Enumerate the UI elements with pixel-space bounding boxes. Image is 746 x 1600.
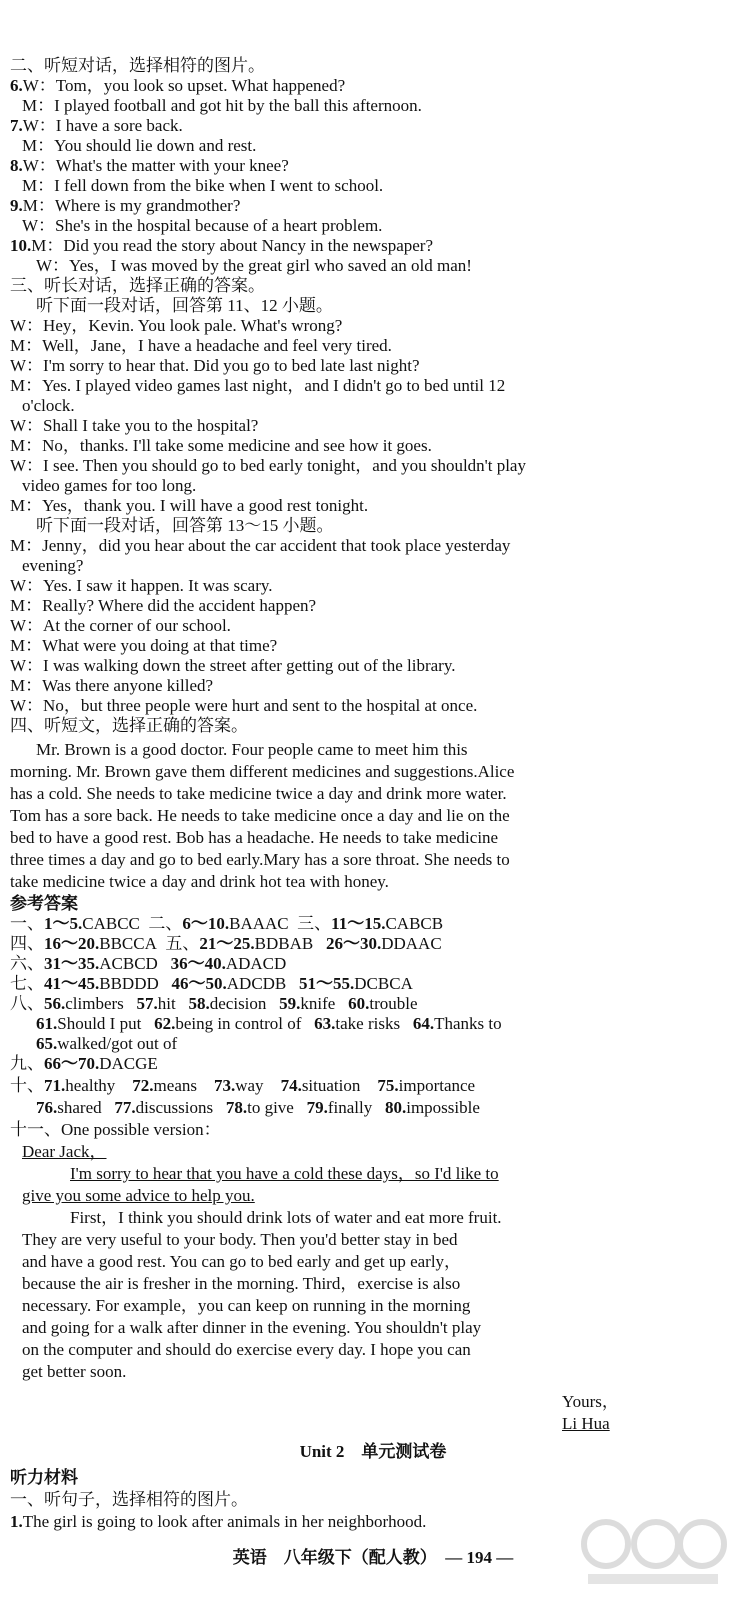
conversation-line: W：I was walking down the street after getting out of the library. bbox=[10, 656, 456, 675]
conversation-line: M：Yes，thank you. I will have a good rest tonight. bbox=[10, 496, 369, 515]
essay-line: necessary. For example，you can keep on running in the morning bbox=[22, 1296, 471, 1315]
answer-row: 76.shared 77.discussions 78.to give 79.finally 80.impossible bbox=[36, 1098, 480, 1117]
conversation-line: W：At the corner of our school. bbox=[10, 616, 231, 635]
conversation-line: evening? bbox=[22, 556, 84, 575]
conversation-line: W：Shall I take you to the hospital? bbox=[10, 416, 259, 435]
part2-heading: 二、听短对话，选择相符的图片。 bbox=[10, 56, 265, 75]
dialog-line: M：You should lie down and rest. bbox=[22, 136, 257, 155]
dialog-line: M：I fell down from the bike when I went to school. bbox=[22, 176, 384, 195]
essay-line: on the computer and should do exercise every day. I hope you can bbox=[22, 1340, 471, 1359]
unit2-part1-heading: 一、听句子，选择相符的图片。 bbox=[10, 1490, 248, 1509]
listening-material-heading: 听力材料 bbox=[10, 1468, 78, 1487]
conversation-line: W：Yes. I saw it happen. It was scary. bbox=[10, 576, 273, 595]
passage-line: has a cold. She needs to take medicine twice a day and drink more water. bbox=[10, 784, 507, 803]
conversation-line: W：No，but three people were hurt and sent to the hospital at once. bbox=[10, 696, 478, 715]
essay-heading: 十一、One possible version： bbox=[10, 1120, 221, 1139]
dialog-line: W：Yes，I was moved by the great girl who saved an old man! bbox=[36, 256, 472, 275]
conversation-line: o'clock. bbox=[22, 396, 75, 415]
conversation-line: video games for too long. bbox=[22, 476, 197, 495]
conversation-line: W：Hey，Kevin. You look pale. What's wrong? bbox=[10, 316, 343, 335]
dialog-line: W：She's in the hospital because of a heart problem. bbox=[22, 216, 383, 235]
passage-line: take medicine twice a day and drink hot tea with honey. bbox=[10, 872, 389, 891]
conversation-line: M：Well，Jane，I have a headache and feel very tired. bbox=[10, 336, 392, 355]
essay-closing: Yours， bbox=[562, 1392, 619, 1411]
answer-row: 65.walked/got out of bbox=[36, 1034, 178, 1053]
essay-greeting: Dear Jack， bbox=[22, 1142, 107, 1161]
passage-line: Tom has a sore back. He needs to take medicine once a day and lie on the bbox=[10, 806, 510, 825]
essay-line: First，I think you should drink lots of water and eat more fruit. bbox=[70, 1208, 502, 1227]
dialog-line: 7.W：I have a sore back. bbox=[10, 116, 183, 135]
answers-heading: 参考答案 bbox=[10, 894, 78, 913]
part3-heading: 三、听长对话，选择正确的答案。 bbox=[10, 276, 265, 295]
conversation-line: M：Really? Where did the accident happen? bbox=[10, 596, 317, 615]
essay-line: and have a good rest. You can go to bed early and get up early， bbox=[22, 1252, 462, 1271]
conversation-line: W：I see. Then you should go to bed early tonight，and you shouldn't play bbox=[10, 456, 526, 475]
essay-line: They are very useful to your body. Then you'd better stay in bed bbox=[22, 1230, 458, 1249]
unit2-title: Unit 2 单元测试卷 bbox=[299, 1442, 447, 1461]
answer-row: 七、41～45.BBDDD 46～50.ADCDB 51～55.DCBCA bbox=[10, 974, 413, 993]
essay-line: and going for a walk after dinner in the evening. You shouldn't play bbox=[22, 1318, 482, 1337]
conversation-line: M：Jenny，did you hear about the car accident that took place yesterday bbox=[10, 536, 511, 555]
essay-line: get better soon. bbox=[22, 1362, 127, 1381]
conversation-line: M：Was there anyone killed? bbox=[10, 676, 214, 695]
conversation-line: M：Yes. I played video games last night，and I didn't go to bed until 12 bbox=[10, 376, 506, 395]
essay-signature: Li Hua bbox=[562, 1414, 610, 1433]
essay-line: give you some advice to help you. bbox=[22, 1186, 255, 1205]
watermark-logo-icon bbox=[578, 1512, 728, 1590]
part3-intro-2: 听下面一段对话，回答第 13～15 小题。 bbox=[36, 516, 334, 535]
answer-row: 十、71.healthy 72.means 73.way 74.situation 75.importance bbox=[10, 1076, 476, 1095]
passage-line: Mr. Brown is a good doctor. Four people came to meet him this bbox=[36, 740, 468, 759]
page-footer: 英语 八年级下（配人教） — 194 — bbox=[232, 1548, 514, 1567]
passage-line: three times a day and go to bed early.Mary has a sore throat. She needs to bbox=[10, 850, 510, 869]
passage-line: morning. Mr. Brown gave them different medicines and suggestions.Alice bbox=[10, 762, 515, 781]
essay-line: I'm sorry to hear that you have a cold these days，so I'd like to bbox=[70, 1164, 499, 1183]
dialog-line: M：I played football and got hit by the ball this afternoon. bbox=[22, 96, 422, 115]
dialog-line: 8.W：What's the matter with your knee? bbox=[10, 156, 289, 175]
answer-row: 一、1～5.CABCC 二、6～10.BAAAC 三、11～15.CABCB bbox=[10, 914, 444, 933]
conversation-line: W：I'm sorry to hear that. Did you go to bed late last night? bbox=[10, 356, 420, 375]
answer-row: 四、16～20.BBCCA 五、21～25.BDBAB 26～30.DDAAC bbox=[10, 934, 442, 953]
passage-line: bed to have a good rest. Bob has a headache. He needs to take medicine bbox=[10, 828, 499, 847]
conversation-line: M：No，thanks. I'll take some medicine and see how it goes. bbox=[10, 436, 432, 455]
dialog-line: 9.M：Where is my grandmother? bbox=[10, 196, 241, 215]
answer-row: 61.Should I put 62.being in control of 63.take risks 64.Thanks to bbox=[36, 1014, 502, 1033]
part4-heading: 四、听短文，选择正确的答案。 bbox=[10, 716, 248, 735]
answer-row: 九、66～70.DACGE bbox=[10, 1054, 158, 1073]
unit2-item-1: 1.The girl is going to look after animals in her neighborhood. bbox=[10, 1512, 427, 1531]
answer-row: 八、56.climbers 57.hit 58.decision 59.knife 60.trouble bbox=[10, 994, 418, 1013]
answer-row: 六、31～35.ACBCD 36～40.ADACD bbox=[10, 954, 287, 973]
dialog-line: 10.M：Did you read the story about Nancy in the newspaper? bbox=[10, 236, 433, 255]
conversation-line: M：What were you doing at that time? bbox=[10, 636, 278, 655]
essay-line: because the air is fresher in the morning. Third，exercise is also bbox=[22, 1274, 461, 1293]
dialog-line: 6.W：Tom，you look so upset. What happened? bbox=[10, 76, 346, 95]
part3-intro-1: 听下面一段对话，回答第 11、12 小题。 bbox=[36, 296, 333, 315]
